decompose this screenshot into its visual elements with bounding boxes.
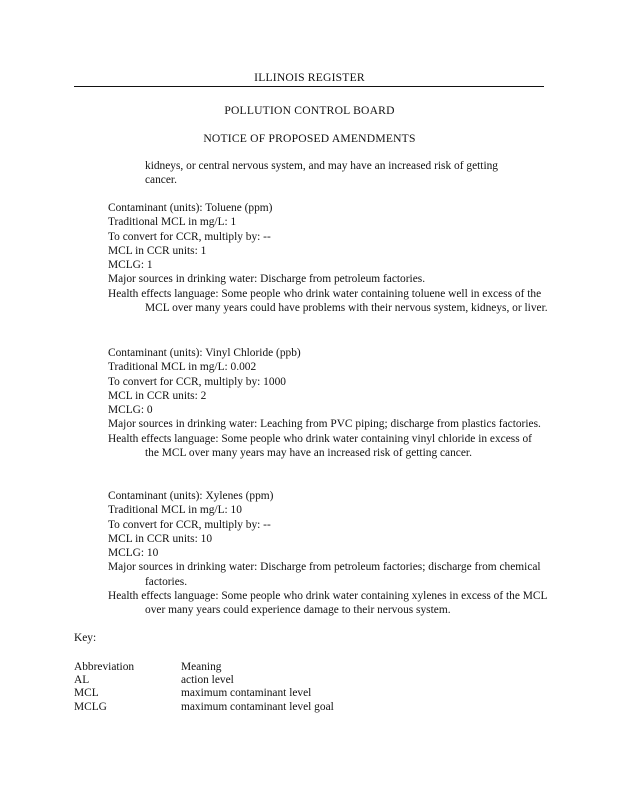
- mclg: MCLG: 0: [108, 404, 153, 417]
- continuation-line: kidneys, or central nervous system, and may have an increased risk of getting: [145, 160, 499, 172]
- mclg: MCLG: 10: [108, 547, 159, 560]
- notice-title: NOTICE OF PROPOSED AMENDMENTS: [203, 132, 416, 145]
- major-sources: Major sources in drinking water: Leaching from PVC piping; discharge from plastics factories.: [108, 418, 541, 431]
- ccr-conversion: To convert for CCR, multiply by: 1000: [108, 375, 286, 388]
- health-effects: Health effects language: Some people who drink water containing xylenes in excess of the MCL over many years could experience damage to their nervous system.: [108, 590, 548, 617]
- key-label: Key:: [74, 632, 97, 644]
- mcl-ccr-units: MCL in CCR units: 2: [108, 389, 207, 402]
- traditional-mcl: Traditional MCL in mg/L: 0.002: [108, 361, 257, 374]
- key-col-abbreviation: Abbreviation: [74, 661, 135, 673]
- key-row: [74, 673, 454, 686]
- health-effects: Health effects language: Some people who drink water containing vinyl chloride in excess of the MCL over many years may have an increased risk of getting cancer.: [108, 432, 532, 460]
- register-title: ILLINOIS REGISTER: [254, 71, 365, 84]
- contaminant-name: Contaminant (units): Xylenes (ppm): [108, 490, 274, 502]
- header-rule: [74, 86, 544, 87]
- continuation-text: [145, 159, 545, 188]
- mclg: MCLG: 1: [108, 259, 153, 272]
- contaminant-block-xylenes: [108, 489, 548, 618]
- key-row: [74, 700, 454, 713]
- contaminant-block-vinyl-chloride: [108, 346, 548, 460]
- contaminant-name: Contaminant (units): Toluene (ppm): [108, 202, 273, 214]
- mcl-ccr-units: MCL in CCR units: 10: [108, 532, 213, 545]
- contaminant-block-toluene: [108, 201, 548, 315]
- key-header-row: [74, 660, 454, 673]
- key-row: [74, 686, 454, 699]
- key-abbr: MCL: [74, 687, 99, 700]
- contaminant-name: Contaminant (units): Vinyl Chloride (ppb): [108, 347, 301, 359]
- key-meaning: action level: [181, 674, 234, 687]
- key-abbr: AL: [74, 674, 90, 687]
- key-table: [74, 660, 454, 713]
- traditional-mcl: Traditional MCL in mg/L: 10: [108, 504, 242, 517]
- major-sources: Major sources in drinking water: Discharge from petroleum factories.: [108, 273, 426, 286]
- major-sources: Major sources in drinking water: Discharge from petroleum factories; discharge from chemical factories.: [108, 561, 541, 588]
- key-meaning: maximum contaminant level: [181, 687, 312, 700]
- continuation-line: cancer.: [145, 174, 177, 187]
- mcl-ccr-units: MCL in CCR units: 1: [108, 244, 207, 257]
- key-meaning: maximum contaminant level goal: [181, 700, 334, 713]
- ccr-conversion: To convert for CCR, multiply by: --: [108, 518, 271, 531]
- key-col-meaning: Meaning: [181, 661, 222, 673]
- ccr-conversion: To convert for CCR, multiply by: --: [108, 230, 271, 243]
- health-effects: Health effects language: Some people who drink water containing toluene well in excess of the MCL over many years could have problems with their nervous system, kidneys, or liver.: [108, 287, 548, 315]
- key-abbr: MCLG: [74, 700, 107, 713]
- traditional-mcl: Traditional MCL in mg/L: 1: [108, 216, 237, 229]
- board-name: POLLUTION CONTROL BOARD: [224, 104, 395, 117]
